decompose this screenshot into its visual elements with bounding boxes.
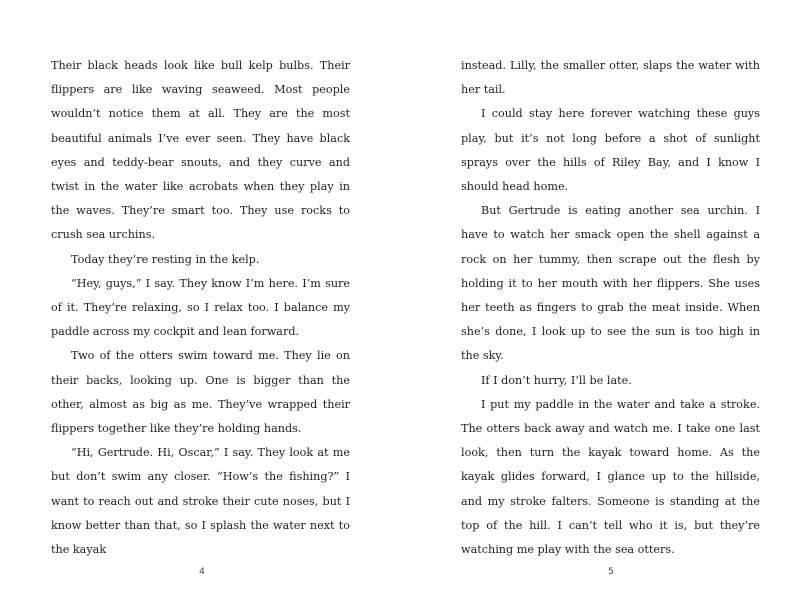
paragraph: instead. Lilly, the smaller otter, slaps the water with her tail. — [461, 59, 760, 97]
right-page — [405, 0, 810, 608]
right-text-column — [461, 54, 760, 562]
paragraph: “Hey, guys,” I say. They know I’m here. I’m sure of it. They’re relaxing, so I relax too. I balance my paddle across my cockpit and lean forward. — [51, 276, 350, 339]
paragraph: Today they’re resting in the kelp. — [71, 252, 260, 266]
paragraph: If I don’t hurry, I’ll be late. — [481, 373, 632, 387]
paragraph: “Hi, Gertrude. Hi, Oscar,” I say. They look at me but don’t swim any closer. “How’s the fishing?” I want to reach out and stroke their cute noses, but I know better than that, so I splash the water next to the kayak — [51, 446, 350, 557]
paragraph: I put my paddle in the water and take a stroke. The otters back away and watch me. I take one last look, then turn the kayak toward home. As the kayak glides forward, I glance up to the hillside, and my stroke falters. Someone is standing at the top of the hill. I can’t tell who it is, but they’re watching me play with the sea otters. — [461, 397, 760, 557]
paragraph: But Gertrude is eating another sea urchin. I have to watch her smack open the shell against a rock on her tummy, then scrape out the flesh by holding it to her mouth with her flippers. She uses her teeth as fingers to grab the meat inside. When she’s done, I look up to see the sun is too high in the sky. — [461, 204, 760, 363]
paragraph: Two of the otters swim toward me. They lie on their backs, looking up. One is bigger than the other, almost as big as me. They’ve wrapped their flippers together like they’re holding hands. — [51, 349, 350, 436]
paragraph: I could stay here forever watching these guys play, but it’s not long before a shot of sunlight sprays over the hills of Riley Bay, and I know I should head home. — [461, 107, 760, 194]
page-number: 4 — [199, 567, 205, 577]
left-text-column — [51, 54, 350, 562]
paragraph: Their black heads look like bull kelp bulbs. Their flippers are like waving seaweed. Most people wouldn’t notice them at all. They are the most beautiful animals I’ve ever seen. They have black eyes and teddy-bear snouts, and they curve and twist in the water like acrobats when they play in the waves. They’re smart too. They use rocks to crush sea urchins. — [51, 59, 350, 242]
page-number: 5 — [608, 567, 614, 577]
